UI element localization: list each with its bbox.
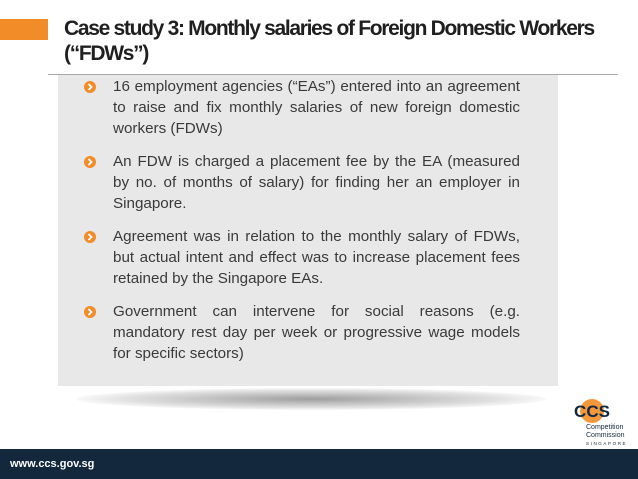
logo-text-line-3: SINGAPORE <box>586 441 628 446</box>
orange-chevron-icon <box>84 156 96 168</box>
logo-text-line-2: Commission <box>586 432 625 439</box>
bullet-item <box>80 301 520 364</box>
slide-title-line-2: (“FDWs”) <box>64 42 149 65</box>
bullet-list <box>80 76 520 376</box>
bullet-item <box>80 151 520 214</box>
logo-text-line-1: Competition <box>586 424 624 431</box>
bullet-item <box>80 226 520 289</box>
slide-title-line-1: Case study 3: Monthly salaries of Foreign Domestic Workers <box>64 17 594 40</box>
title-accent-bar <box>0 19 48 40</box>
bullet-item <box>80 76 520 139</box>
ccs-logo <box>568 398 632 448</box>
logo-mark-text: CCS <box>574 402 610 421</box>
ccs-logo-mark-icon <box>570 398 614 424</box>
footer-bar <box>0 449 638 479</box>
panel-shadow <box>76 388 546 410</box>
orange-chevron-icon <box>84 81 96 93</box>
bullet-text: 16 employment agencies (“EAs”) entered into an agreement to raise and fix monthly salaries of new foreign domestic workers (FDWs) <box>113 78 520 137</box>
orange-chevron-icon <box>84 231 96 243</box>
slide-title <box>64 16 624 66</box>
bullet-text: Government can intervene for social reasons (e.g. mandatory rest day per week or progressive wage models for specific sectors) <box>113 303 520 362</box>
footer-url-link[interactable]: www.ccs.gov.sg <box>10 458 95 470</box>
bullet-text: An FDW is charged a placement fee by the EA (measured by no. of months of salary) for finding her an employer in Singapore. <box>113 153 520 212</box>
bullet-text: Agreement was in relation to the monthly salary of FDWs, but actual intent and effect was to increase placement fees retained by the Singapore EAs. <box>113 228 520 287</box>
orange-chevron-icon <box>84 306 96 318</box>
